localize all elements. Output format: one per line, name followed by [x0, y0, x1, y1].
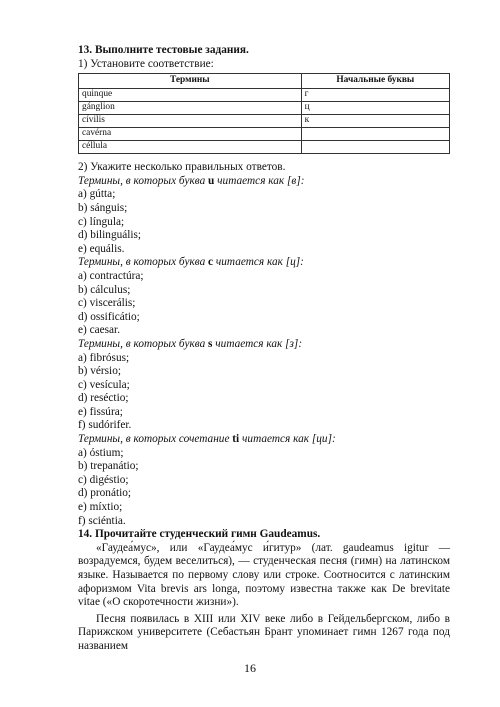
- table-row: [79, 89, 450, 102]
- header-terms: Термины: [79, 74, 302, 89]
- question-letter: c: [208, 256, 214, 269]
- matching-table: [78, 73, 450, 154]
- question-text: Термины, в которых буква: [78, 256, 209, 269]
- answer-option: c) língula;: [78, 215, 125, 228]
- answer-option: d) bilinguális;: [78, 229, 142, 242]
- question-letter: s: [208, 337, 213, 350]
- answer-option: b) sánguis;: [78, 201, 128, 214]
- page-content: [78, 44, 450, 654]
- question-text: читается как [ц]:: [213, 256, 304, 269]
- question-text: читается как [з]:: [212, 337, 303, 350]
- answer-option: e) caesar.: [78, 324, 121, 337]
- table-header-row: [79, 74, 450, 89]
- section-14-title: 14. Прочитайте студенческий гимн Gaudeamus.: [78, 528, 321, 541]
- answer-option: b) cálculus;: [78, 283, 131, 296]
- table-row: [79, 115, 450, 128]
- answer-option: d) reséctio;: [78, 392, 129, 405]
- question-text: Термины, в которых буква: [78, 337, 209, 350]
- header-letters: Начальные буквы: [301, 74, 449, 89]
- answer-option: a) fibrósus;: [78, 351, 130, 364]
- paragraph-gaudeamus-intro: «Гаудеа́мус», или «Гаудеа́мус и́гитур» (лат. gaudeamus igitur — возрадуемся, будем веселиться), — студенческая песня (гимн) на латинском языке. Называется по первому слову или строке. Соотносится с латинским афоризмом Vita brevis ars longa, поэтому известна также как De brevitate vitae («О скоротечности жизни»).: [78, 541, 450, 609]
- task-2-label: 2) Укажите несколько правильных ответов.: [78, 161, 286, 174]
- question-text: читается как [в]:: [214, 174, 305, 187]
- table-row: [79, 128, 450, 141]
- answer-option: c) vesícula;: [78, 378, 130, 391]
- letter-cell: ц: [301, 102, 449, 115]
- answer-option: c) digéstio;: [78, 473, 129, 486]
- letter-cell: [301, 141, 449, 154]
- question-text: Термины, в которых буква: [78, 174, 209, 187]
- answer-option: a) óstium;: [78, 446, 124, 459]
- question-u: [78, 175, 450, 189]
- letter-cell: г: [301, 89, 449, 102]
- term-cell: céllula: [79, 141, 302, 154]
- answer-option: e) fissúra;: [78, 405, 123, 418]
- term-cell: cavérna: [79, 128, 302, 141]
- answer-option: f) sudórifer.: [78, 419, 132, 432]
- answer-option: b) vérsio;: [78, 365, 121, 378]
- answer-option: e) míxtio;: [78, 501, 123, 514]
- answer-option: c) viscerális;: [78, 297, 136, 310]
- task-1-label: 1) Установите соответствие:: [78, 57, 214, 70]
- table-row: [79, 102, 450, 115]
- question-letter: u: [208, 174, 215, 187]
- term-cell: quinque: [79, 89, 302, 102]
- question-c: [78, 256, 450, 270]
- question-text: читается как [ци]:: [239, 433, 336, 446]
- paragraph-gaudeamus-history: Песня появилась в XIII или XIV веке либо в Гейдельбергском, либо в Парижском университете (Себастьян Брант упоминает гимн 1267 года под названием: [78, 612, 450, 652]
- answer-option: d) pronátio;: [78, 487, 132, 500]
- question-s: [78, 338, 450, 352]
- term-cell: cívilis: [79, 115, 302, 128]
- section-13-title: 13. Выполните тестовые задания.: [78, 44, 249, 56]
- answer-option: d) ossificátio;: [78, 310, 140, 323]
- question-ti: [78, 433, 450, 447]
- answer-option: a) gútta;: [78, 188, 116, 201]
- question-text: Термины, в которых сочетание: [78, 433, 233, 446]
- term-cell: gánglion: [79, 102, 302, 115]
- letter-cell: к: [301, 115, 449, 128]
- question-letter: ti: [232, 433, 240, 446]
- page-number: 16: [244, 661, 256, 675]
- answer-option: b) trepanátio;: [78, 460, 139, 473]
- letter-cell: [301, 128, 449, 141]
- answer-option: a) contractúra;: [78, 269, 144, 282]
- answer-option: e) equális.: [78, 242, 125, 255]
- table-row: [79, 141, 450, 154]
- answer-option: f) sciéntia.: [78, 514, 126, 527]
